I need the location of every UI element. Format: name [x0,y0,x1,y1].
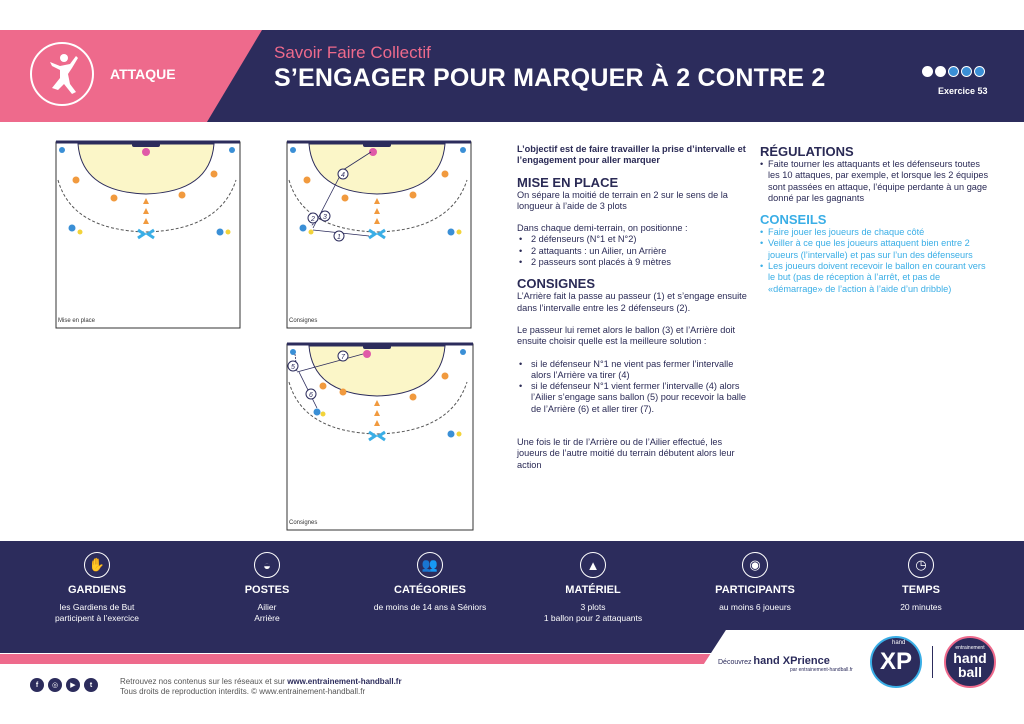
info-value: au moins 6 joueurs [719,602,791,612]
court-diagram-instructions [283,140,473,335]
handball-logo-bottom: ball [957,664,983,680]
step-marker [306,389,316,399]
brand-byline: par entrainement-handball.fr [790,667,853,673]
info-value: participent à l’exercice [54,613,140,623]
step-marker [334,231,344,241]
info-title: MATÉRIEL [565,584,621,596]
info-value: Ailier [257,602,277,612]
footer-line: Retrouvez nos contenus sur les réseaux et sur [120,677,288,686]
social-links [30,678,98,692]
instructions-text: L’Arrière fait la passe au passeur (1) et s’engage ensuite dans l’intervalle entre les 2 défenseurs (2). [517,291,747,313]
difficulty-ball-icon [948,66,959,77]
step-marker [320,211,330,221]
instructions-list [517,359,753,415]
regulations-heading: RÉGULATIONS [760,144,854,159]
diagram-label: Mise en place [58,318,96,324]
setup-text-2: Dans chaque demi-terrain, on positionne : [517,223,688,234]
svg-text:3: 3 [323,214,327,221]
facebook-icon[interactable]: f [30,678,44,692]
youtube-icon[interactable]: ▶ [66,678,80,692]
handball-logo-top: hand [953,650,987,666]
svg-text:1: 1 [337,234,341,241]
diagram-label: Consignes [289,520,318,526]
copyright-text: Tous droits de reproduction interdits. © www.entrainement-handball.fr [120,687,366,696]
page-title: S’ENGAGER POUR MARQUER À 2 CONTRE 2 [274,64,826,92]
tips-heading: CONSEILS [760,212,827,228]
list-item: • si le défenseur N°1 ne vient pas fermer l’intervalle alors l’Arrière va tirer (4) [517,359,753,382]
brand-name: hand XPrience [753,655,830,667]
logo-divider [932,646,933,678]
regulations-list [760,159,992,204]
info-item [182,552,352,624]
instructions-column [517,144,753,471]
info-item [508,552,678,624]
info-item [836,552,1006,613]
instagram-icon[interactable]: ◎ [48,678,62,692]
list-item: • 2 passeurs sont placés à 9 mètres [517,257,753,268]
categories-icon: 👥 [417,552,443,578]
equipment-icon: ▲ [580,552,606,578]
svg-text:5: 5 [291,364,295,371]
list-item: • Veiller à ce que les joueurs attaquent bien entre 2 joueurs (l’intervalle) et pas sur l’un des défenseurs [760,238,992,261]
advice-column [760,136,992,295]
setup-list [517,234,753,268]
svg-text:6: 6 [309,392,313,399]
step-marker [288,361,298,371]
diagram-label: Consignes [289,318,318,324]
instructions-text-3: Une fois le tir de l’Arrière ou de l’Ailier effectué, les joueurs de l’autre moitié du terrain débutent alors leur action [517,437,735,470]
difficulty-rating [922,66,985,77]
step-marker [338,351,348,361]
goalkeeper-marker [142,148,150,156]
info-title: POSTES [244,584,290,596]
pink-strip [0,654,712,664]
tips-list [760,227,992,295]
page-subtitle: Savoir Faire Collectif [274,43,431,62]
info-value: de moins de 14 ans à Séniors [373,602,487,612]
exercise-number: Exercice 53 [938,86,988,96]
info-title: PARTICIPANTS [715,584,795,596]
difficulty-ball-icon [974,66,985,77]
handball-logo-small: entrainement [955,645,985,651]
xp-logo-text: XP [879,648,912,675]
setup-text: On sépare la moitié de terrain en 2 sur le sens de la longueur à l’aide de 3 plots [517,189,728,211]
difficulty-ball-icon [961,66,972,77]
website-link[interactable]: www.entrainement-handball.fr [287,677,402,686]
list-item: • Faite tourner les attaquants et les défenseurs toutes les 10 attaques, par exemple, et lorsque les 2 équipes sont passées en attaque, l’équipe perdante à un gage donné par les gagnants [760,159,992,204]
svg-text:2: 2 [311,216,315,223]
handball-logo[interactable] [944,636,996,688]
svg-text:7: 7 [341,354,345,361]
info-value: 3 plots [580,602,606,612]
category-label: ATTAQUE [110,66,176,82]
info-value: les Gardiens de But [59,602,135,612]
discover-label: Découvrez [718,659,752,666]
court-diagram-instructions-2 [283,342,477,537]
time-icon: ◷ [908,552,934,578]
participants-icon: ◉ [742,552,768,578]
discover-promo [718,655,830,667]
info-title: GARDIENS [67,584,127,596]
court-diagram-setup [52,140,242,335]
footer-text [120,677,402,697]
positions-icon: ◒ [254,552,280,578]
twitter-icon[interactable]: t [84,678,98,692]
step-marker [338,169,348,179]
info-value: 20 minutes [900,602,942,612]
difficulty-ball-icon [922,66,933,77]
step-marker [308,213,318,223]
info-item [670,552,840,613]
difficulty-ball-icon [935,66,946,77]
objective-text: L’objectif est de faire travailler la prise d’intervalle et l’engagement pour aller marquer [517,144,746,166]
info-value: 1 ballon pour 2 attaquants [543,613,643,623]
instructions-heading: CONSIGNES [517,276,596,292]
player-logo-icon [30,42,94,106]
list-item: • 2 attaquants : un Ailier, un Arrière [517,246,753,257]
xp-logo-small: hand [892,640,906,646]
goalkeeper-icon: ✋ [84,552,110,578]
info-item [345,552,515,613]
setup-heading: MISE EN PLACE [517,174,619,190]
instructions-text-2: Le passeur lui remet alors le ballon (3) et l’Arrière doit ensuite choisir quelle est la meilleure solution : [517,324,736,347]
info-value: Arrière [254,613,280,623]
info-title: CATÉGORIES [394,584,466,596]
info-item [12,552,182,624]
info-title: TEMPS [902,584,940,596]
list-item: • Faire jouer les joueurs de chaque côté [760,227,992,238]
list-item: • si le défenseur N°1 vient fermer l’intervalle (4) alors l’Ailier s’engage sans ballon (5) pour recevoir la balle de l’Arrière (6) et aller tirer (7). [517,381,753,415]
svg-text:4: 4 [341,172,345,179]
list-item: • 2 défenseurs (N°1 et N°2) [517,234,753,245]
list-item: • Les joueurs doivent recevoir le ballon en courant vers le but (pas de réception à l’arrêt, et pas de «démarrage» de l’action à l’aide d’un dribble) [760,261,992,295]
